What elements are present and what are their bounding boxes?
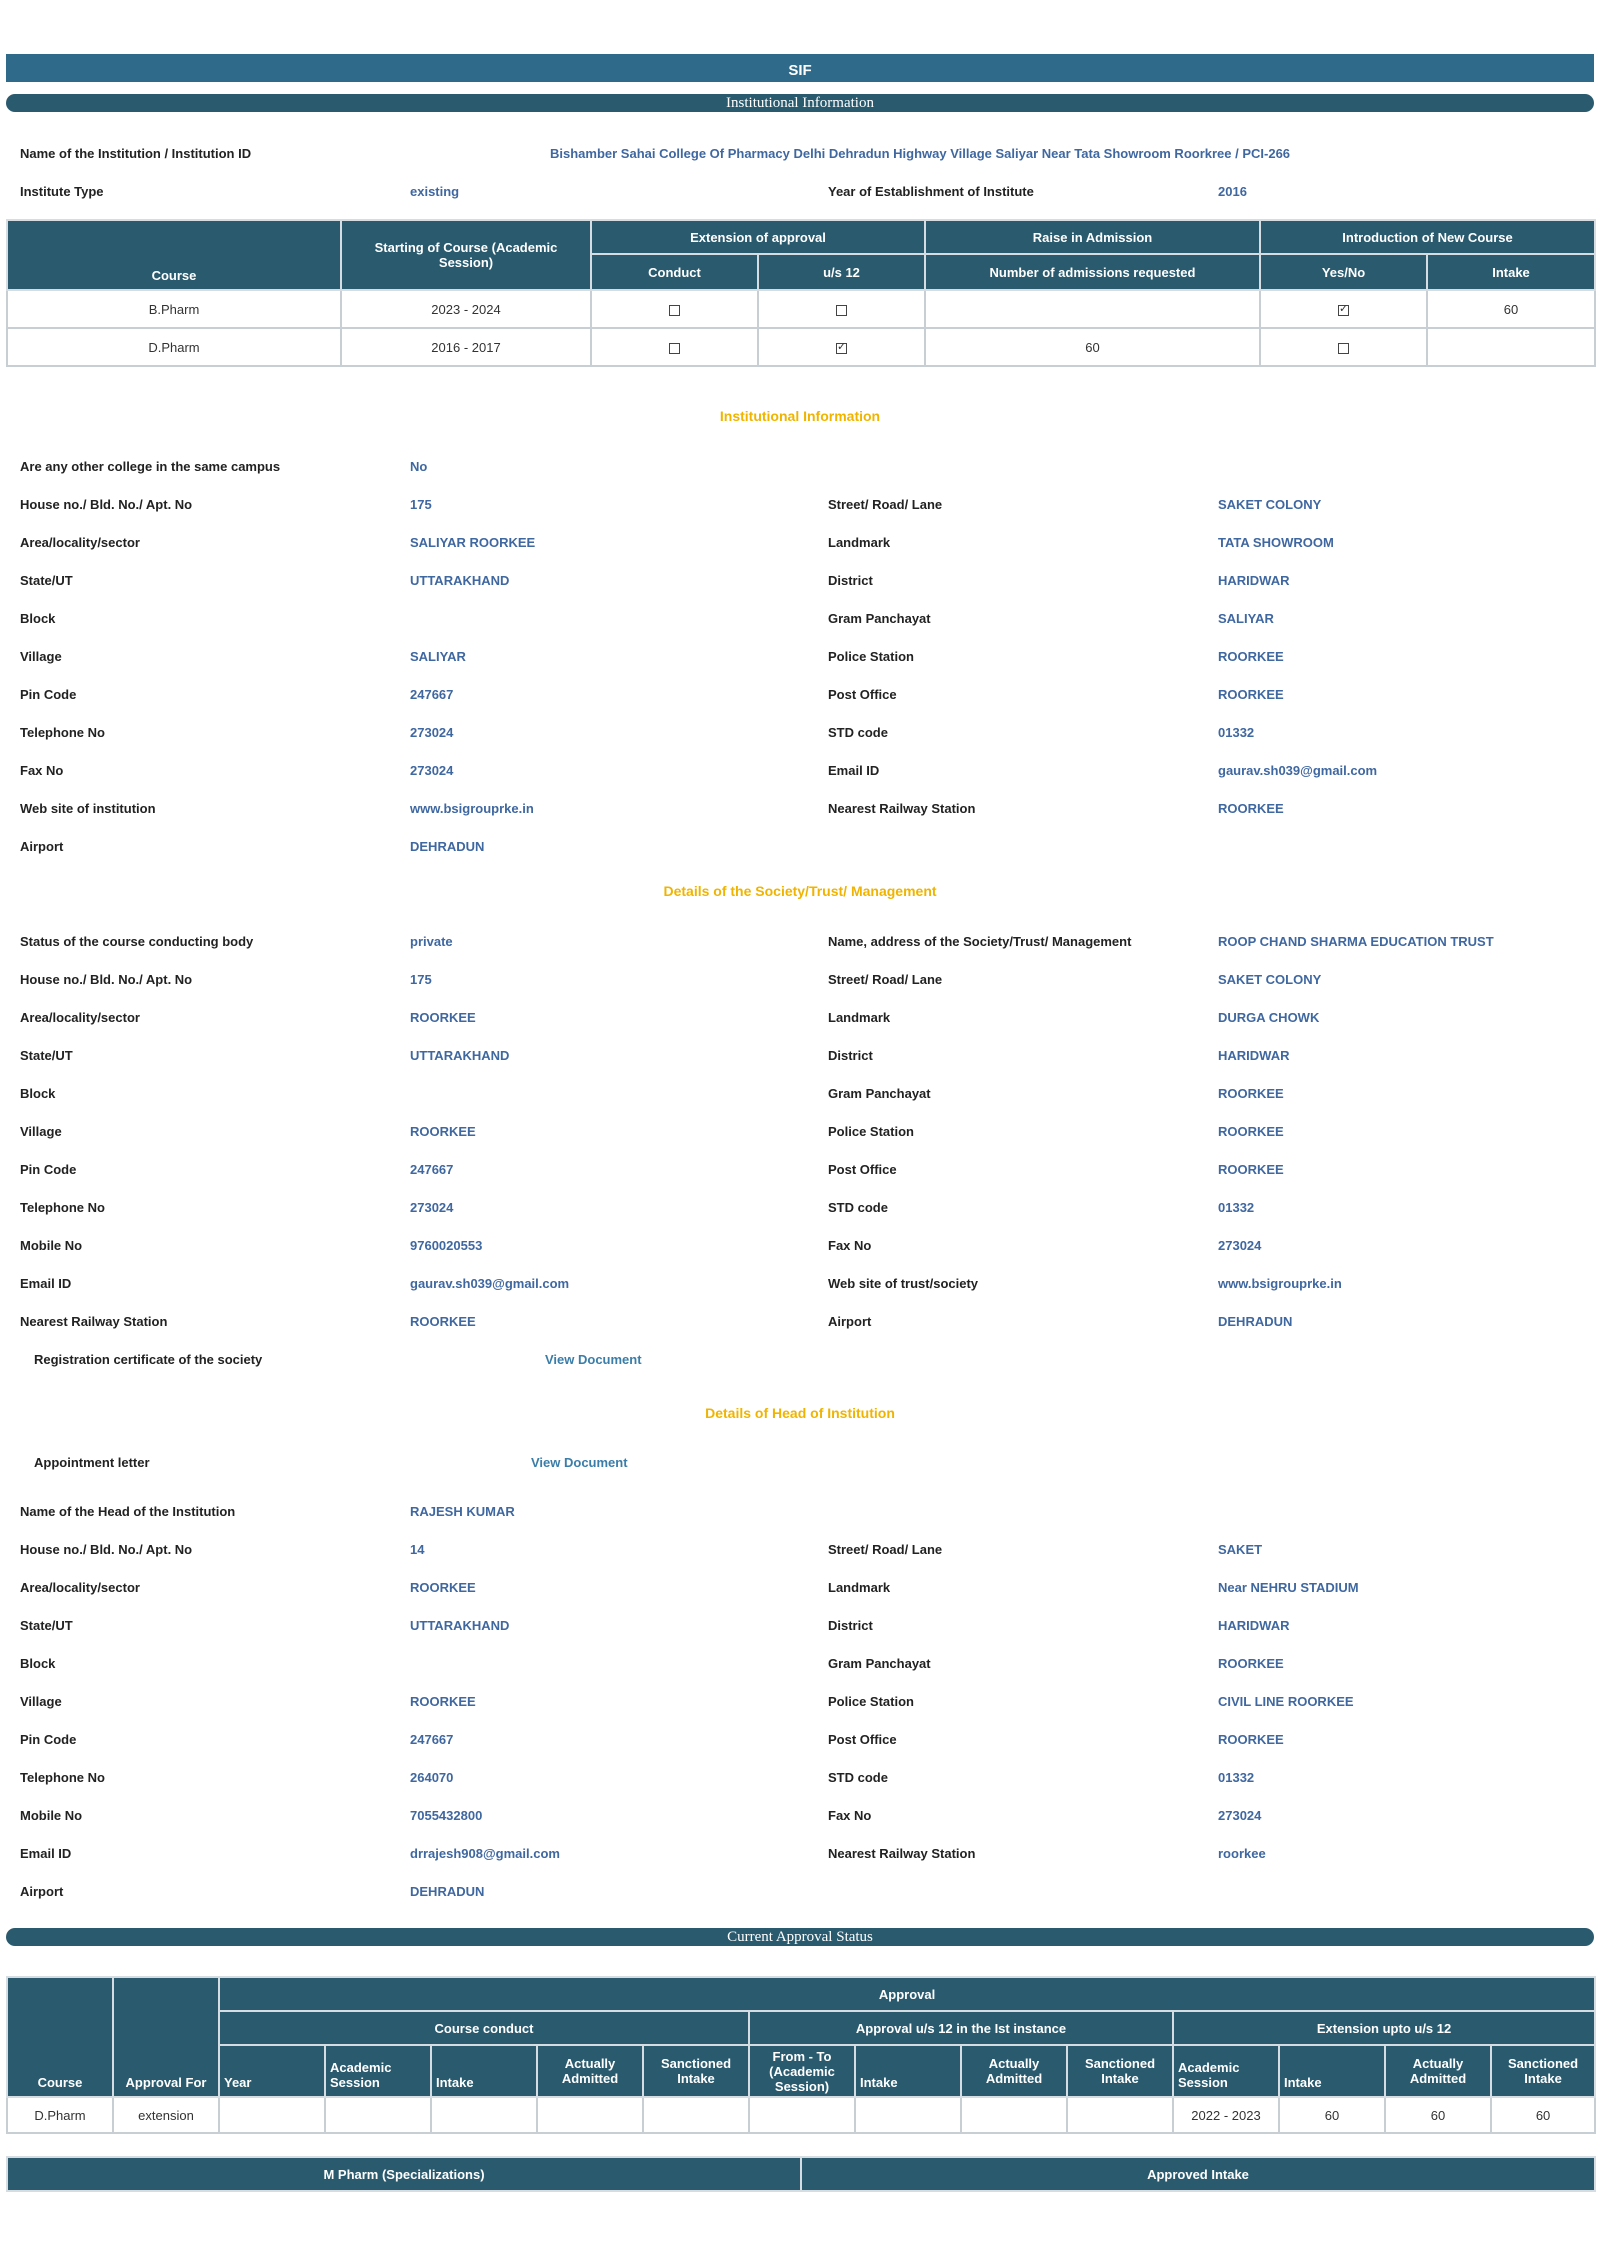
inst-street-value: SAKET COLONY: [1218, 497, 1322, 512]
head-airport-label: Airport: [20, 1884, 64, 1899]
cc-intake-header: Intake: [431, 2045, 537, 2097]
soc-house-label: House no./ Bld. No./ Apt. No: [20, 972, 193, 987]
ext-intake-cell: 60: [1279, 2097, 1385, 2133]
inst-area-value: SALIYAR ROORKEE: [410, 535, 536, 550]
soc-mobile-label: Mobile No: [20, 1238, 83, 1253]
appointment-view-document-link[interactable]: View Document: [531, 1455, 628, 1470]
us12-header: u/s 12: [758, 254, 925, 290]
new-course-header: Introduction of New Course: [1260, 220, 1595, 254]
inst-state-label: State/UT: [20, 573, 73, 588]
ext-session-header: Academic Session: [1173, 2045, 1279, 2097]
head-police-value: CIVIL LINE ROORKEE: [1218, 1694, 1354, 1709]
inst-std-label: STD code: [828, 725, 888, 740]
head-state-label: State/UT: [20, 1618, 73, 1633]
approved-intake-header: Approved Intake: [801, 2157, 1595, 2191]
ext-sanctioned-cell: 60: [1491, 2097, 1595, 2133]
approval-table: [6, 1976, 1596, 2134]
ext-sanctioned-header: Sanctioned Intake: [1491, 2045, 1595, 2097]
ext-actual-cell: 60: [1385, 2097, 1491, 2133]
table-row: [7, 2097, 1595, 2133]
head-post-label: Post Office: [828, 1732, 897, 1747]
u12-intake-cell: [855, 2097, 961, 2133]
head-pin-value: 247667: [410, 1732, 454, 1747]
inst-police-value: ROORKEE: [1218, 649, 1284, 664]
head-landmark-label: Landmark: [828, 1580, 891, 1595]
starting-course-header: Starting of Course (Academic Session): [341, 220, 591, 290]
year-established-label: Year of Establishment of Institute: [828, 184, 1034, 199]
extension-approval-header: Extension of approval: [591, 220, 925, 254]
soc-gram-value: ROORKEE: [1218, 1086, 1284, 1101]
head-title: Details of Head of Institution: [705, 1405, 895, 1421]
head-district-label: District: [828, 1618, 873, 1633]
table-row: [7, 290, 1595, 328]
approval-course-header: Course: [7, 1977, 113, 2097]
head-tel-label: Telephone No: [20, 1770, 105, 1785]
cc-sanctioned-header: Sanctioned Intake: [643, 2045, 749, 2097]
soc-landmark-label: Landmark: [828, 1010, 891, 1025]
mpharm-spec-header: M Pharm (Specializations): [7, 2157, 801, 2191]
course-header: Course: [7, 220, 341, 290]
inst-district-label: District: [828, 573, 873, 588]
inst-email-value: gaurav.sh039@gmail.com: [1218, 763, 1378, 778]
soc-village-value: ROORKEE: [410, 1124, 476, 1139]
head-landmark-value: Near NEHRU STADIUM: [1218, 1580, 1359, 1595]
soc-email-label: Email ID: [20, 1276, 72, 1291]
intake-cell: [1427, 328, 1595, 366]
course-cell: D.Pharm: [7, 328, 341, 366]
soc-area-value: ROORKEE: [410, 1010, 476, 1025]
soc-std-label: STD code: [828, 1200, 888, 1215]
soc-post-label: Post Office: [828, 1162, 897, 1177]
inst-email-label: Email ID: [828, 763, 880, 778]
head-pin-label: Pin Code: [20, 1732, 77, 1747]
us12-checkbox[interactable]: [836, 305, 847, 316]
soc-street-value: SAKET COLONY: [1218, 972, 1322, 987]
head-mobile-value: 7055432800: [410, 1808, 483, 1823]
current-approval-banner: Current Approval Status: [6, 1928, 1594, 1946]
head-village-value: ROORKEE: [410, 1694, 476, 1709]
u12-actual-header: Actually Admitted: [961, 2045, 1067, 2097]
inst-state-value: UTTARAKHAND: [410, 573, 510, 588]
soc-name-value: ROOP CHAND SHARMA EDUCATION TRUST: [1218, 934, 1494, 949]
soc-landmark-value: DURGA CHOWK: [1218, 1010, 1320, 1025]
yes-no-checkbox[interactable]: [1338, 343, 1349, 354]
us12-checkbox[interactable]: [836, 343, 847, 354]
head-gram-label: Gram Panchayat: [828, 1656, 931, 1671]
u12-sanctioned-header: Sanctioned Intake: [1067, 2045, 1173, 2097]
inst-airport-label: Airport: [20, 839, 64, 854]
soc-district-value: HARIDWAR: [1218, 1048, 1290, 1063]
head-rail-value: roorkee: [1218, 1846, 1266, 1861]
table-row: [7, 328, 1595, 366]
soc-pin-label: Pin Code: [20, 1162, 77, 1177]
cc-actual-cell: [537, 2097, 643, 2133]
head-fax-value: 273024: [1218, 1808, 1262, 1823]
inst-house-value: 175: [410, 497, 432, 512]
head-tel-value: 264070: [410, 1770, 454, 1785]
soc-status-label: Status of the course conducting body: [20, 934, 254, 949]
institutional-info-banner: Institutional Information: [6, 94, 1594, 112]
inst-landmark-label: Landmark: [828, 535, 891, 550]
soc-district-label: District: [828, 1048, 873, 1063]
u12-from-cell: [749, 2097, 855, 2133]
u12-actual-cell: [961, 2097, 1067, 2133]
registration-view-document-link[interactable]: View Document: [545, 1352, 642, 1367]
approval-header: Approval: [219, 1977, 1595, 2011]
course-table: [6, 219, 1596, 367]
inst-area-label: Area/locality/sector: [20, 535, 140, 550]
head-district-value: HARIDWAR: [1218, 1618, 1290, 1633]
soc-pin-value: 247667: [410, 1162, 454, 1177]
head-state-value: UTTARAKHAND: [410, 1618, 510, 1633]
soc-rail-value: ROORKEE: [410, 1314, 476, 1329]
soc-tel-value: 273024: [410, 1200, 454, 1215]
u12-sanctioned-cell: [1067, 2097, 1173, 2133]
soc-fax-label: Fax No: [828, 1238, 872, 1253]
inst-landmark-value: TATA SHOWROOM: [1218, 535, 1334, 550]
soc-state-label: State/UT: [20, 1048, 73, 1063]
intake-header: Intake: [1427, 254, 1595, 290]
inst-pin-value: 247667: [410, 687, 454, 702]
appointment-letter-label: Appointment letter: [34, 1455, 150, 1470]
head-fax-label: Fax No: [828, 1808, 872, 1823]
soc-rail-label: Nearest Railway Station: [20, 1314, 168, 1329]
inst-tel-value: 273024: [410, 725, 454, 740]
head-house-label: House no./ Bld. No./ Apt. No: [20, 1542, 193, 1557]
head-gram-value: ROORKEE: [1218, 1656, 1284, 1671]
u12-intake-header: Intake: [855, 2045, 961, 2097]
soc-status-value: private: [410, 934, 453, 949]
inst-pin-label: Pin Code: [20, 687, 77, 702]
admissions-requested-header: Number of admissions requested: [925, 254, 1260, 290]
cc-session-cell: [325, 2097, 431, 2133]
extension-us12-header: Extension upto u/s 12: [1173, 2011, 1595, 2045]
session-cell: 2016 - 2017: [341, 328, 591, 366]
raise-admission-header: Raise in Admission: [925, 220, 1260, 254]
inst-police-label: Police Station: [828, 649, 914, 664]
cc-session-header: Academic Session: [325, 2045, 431, 2097]
head-village-label: Village: [20, 1694, 62, 1709]
soc-web-label: Web site of trust/society: [828, 1276, 979, 1291]
society-title: Details of the Society/Trust/ Management: [663, 883, 937, 899]
inst-house-label: House no./ Bld. No./ Apt. No: [20, 497, 193, 512]
year-established-value: 2016: [1218, 184, 1247, 199]
yes-no-header: Yes/No: [1260, 254, 1427, 290]
us12-first-header: Approval u/s 12 in the Ist instance: [749, 2011, 1173, 2045]
soc-state-value: UTTARAKHAND: [410, 1048, 510, 1063]
inst-street-label: Street/ Road/ Lane: [828, 497, 943, 512]
course-conduct-header: Course conduct: [219, 2011, 749, 2045]
soc-fax-value: 273024: [1218, 1238, 1262, 1253]
soc-police-label: Police Station: [828, 1124, 914, 1139]
head-area-value: ROORKEE: [410, 1580, 476, 1595]
session-cell: 2023 - 2024: [341, 290, 591, 328]
head-std-label: STD code: [828, 1770, 888, 1785]
soc-gram-label: Gram Panchayat: [828, 1086, 931, 1101]
approval-course-cell: D.Pharm: [7, 2097, 113, 2133]
head-airport-value: DEHRADUN: [410, 1884, 485, 1899]
inst-village-value: SALIYAR: [410, 649, 466, 664]
institution-name-label: Name of the Institution / Institution ID: [20, 146, 252, 161]
conduct-checkbox[interactable]: [669, 305, 680, 316]
soc-police-value: ROORKEE: [1218, 1124, 1284, 1139]
mpharm-table: [6, 2156, 1596, 2192]
inst-web-label: Web site of institution: [20, 801, 156, 816]
cc-sanctioned-cell: [643, 2097, 749, 2133]
soc-tel-label: Telephone No: [20, 1200, 105, 1215]
admissions-cell: 60: [925, 328, 1260, 366]
head-email-value: drrajesh908@gmail.com: [410, 1846, 560, 1861]
inst-tel-label: Telephone No: [20, 725, 105, 740]
head-area-label: Area/locality/sector: [20, 1580, 140, 1595]
ext-session-cell: 2022 - 2023: [1173, 2097, 1279, 2133]
inst-village-label: Village: [20, 649, 62, 664]
cc-year-header: Year: [219, 2045, 325, 2097]
head-block-label: Block: [20, 1656, 56, 1671]
ext-actual-header: Actually Admitted: [1385, 2045, 1491, 2097]
head-post-value: ROORKEE: [1218, 1732, 1284, 1747]
soc-post-value: ROORKEE: [1218, 1162, 1284, 1177]
approval-for-header: Approval For: [113, 1977, 219, 2097]
head-rail-label: Nearest Railway Station: [828, 1846, 976, 1861]
soc-email-value: gaurav.sh039@gmail.com: [410, 1276, 570, 1291]
course-cell: B.Pharm: [7, 290, 341, 328]
inst-district-value: HARIDWAR: [1218, 573, 1290, 588]
soc-block-label: Block: [20, 1086, 56, 1101]
u12-from-to-header: From - To (Academic Session): [749, 2045, 855, 2097]
admissions-cell: [925, 290, 1260, 328]
cc-actual-header: Actually Admitted: [537, 2045, 643, 2097]
head-name-label: Name of the Head of the Institution: [20, 1504, 236, 1519]
soc-std-value: 01332: [1218, 1200, 1255, 1215]
institute-type-value: existing: [410, 184, 460, 199]
yes-no-checkbox[interactable]: [1338, 305, 1349, 316]
registration-certificate-label: Registration certificate of the society: [34, 1352, 263, 1367]
institution-name-value: Bishamber Sahai College Of Pharmacy Delhi Dehradun Highway Village Saliyar Near Tata Showroom Roorkree / PCI-266: [550, 146, 1291, 161]
intake-cell: 60: [1427, 290, 1595, 328]
head-mobile-label: Mobile No: [20, 1808, 83, 1823]
inst-post-label: Post Office: [828, 687, 897, 702]
soc-airport-label: Airport: [828, 1314, 872, 1329]
head-email-label: Email ID: [20, 1846, 72, 1861]
conduct-header: Conduct: [591, 254, 758, 290]
head-std-value: 01332: [1218, 1770, 1255, 1785]
conduct-checkbox[interactable]: [669, 343, 680, 354]
soc-house-value: 175: [410, 972, 432, 987]
head-street-label: Street/ Road/ Lane: [828, 1542, 943, 1557]
inst-fax-value: 273024: [410, 763, 454, 778]
other-college-label: Are any other college in the same campus: [20, 459, 281, 474]
inst-block-label: Block: [20, 611, 56, 626]
cc-intake-cell: [431, 2097, 537, 2133]
approval-for-cell: extension: [113, 2097, 219, 2133]
inst-rail-label: Nearest Railway Station: [828, 801, 976, 816]
soc-street-label: Street/ Road/ Lane: [828, 972, 943, 987]
inst-std-value: 01332: [1218, 725, 1255, 740]
head-house-value: 14: [410, 1542, 425, 1557]
inst-fax-label: Fax No: [20, 763, 64, 778]
inst-gram-value: SALIYAR: [1218, 611, 1274, 626]
soc-name-label: Name, address of the Society/Trust/ Management: [828, 934, 1132, 949]
inst-airport-value: DEHRADUN: [410, 839, 485, 854]
soc-airport-value: DEHRADUN: [1218, 1314, 1293, 1329]
soc-area-label: Area/locality/sector: [20, 1010, 140, 1025]
soc-mobile-value: 9760020553: [410, 1238, 483, 1253]
head-name-value: RAJESH KUMAR: [410, 1504, 515, 1519]
cc-year-cell: [219, 2097, 325, 2133]
inst-rail-value: ROORKEE: [1218, 801, 1284, 816]
head-street-value: SAKET: [1218, 1542, 1263, 1557]
inst-web-value: www.bsigrouprke.in: [410, 801, 534, 816]
inst-gram-label: Gram Panchayat: [828, 611, 931, 626]
other-college-value: No: [410, 459, 428, 474]
sif-header: SIF: [6, 54, 1594, 82]
institute-type-label: Institute Type: [20, 184, 104, 199]
soc-web-value: www.bsigrouprke.in: [1218, 1276, 1342, 1291]
head-police-label: Police Station: [828, 1694, 914, 1709]
soc-village-label: Village: [20, 1124, 62, 1139]
institutional-info-title: Institutional Information: [719, 408, 881, 424]
inst-post-value: ROORKEE: [1218, 687, 1284, 702]
ext-intake-header: Intake: [1279, 2045, 1385, 2097]
